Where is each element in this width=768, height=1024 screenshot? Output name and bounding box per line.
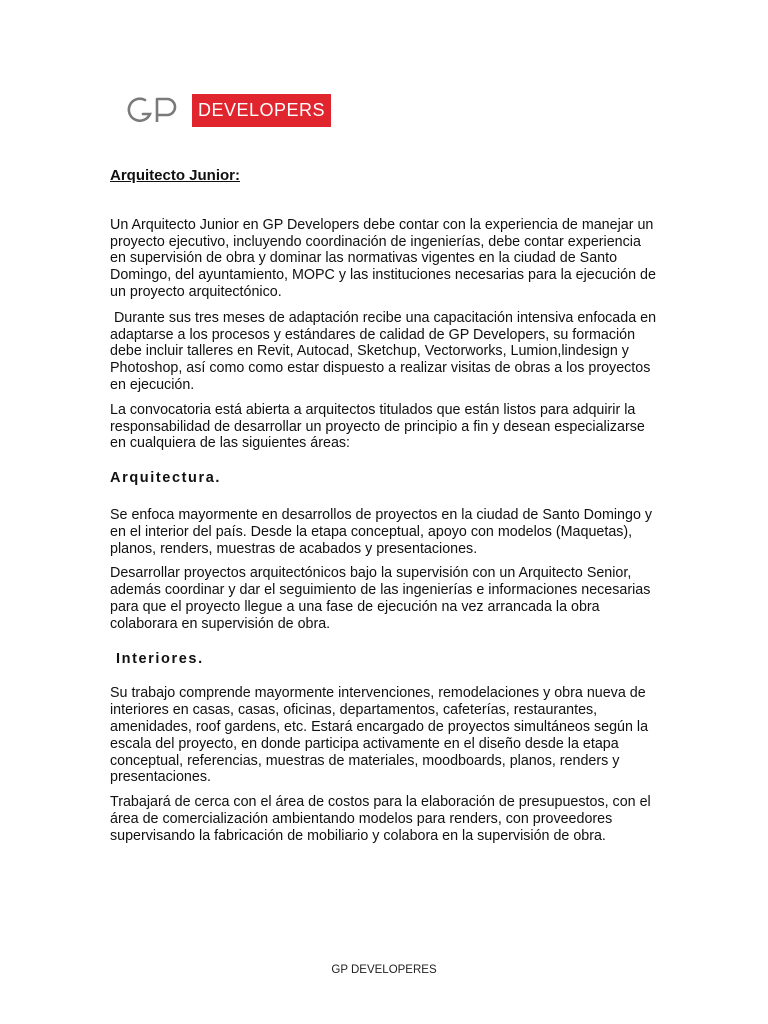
section-heading-interiores: Interiores. xyxy=(116,650,204,667)
page-footer: GP DEVELOPERES xyxy=(331,964,437,976)
section-heading-arquitectura: Arquitectura. xyxy=(110,470,222,487)
gp-logo-mark xyxy=(125,92,185,128)
arquitectura-paragraph-2: Desarrollar proyectos arquitectónicos bajo la supervisión con un Arquitecto Senior, además coordinar y dar el seguimiento de las ingenierías e informaciones necesarias para que el proyecto llegue a una fase de ejecución na vez arrancada la obra colaborara en supervisión de obra. xyxy=(110,565,651,632)
interiores-paragraph-1: Su trabajo comprende mayormente intervenciones, remodelaciones y obra nueva de interiores en casas, casas, oficinas, departamentos, cafeterías, restaurantes, amenidades, roof gardens, etc. Estará encargado de proyectos simultáneos según la escala del proyecto, en donde participa activamente en el diseño desde la etapa conceptual, referencias, muestras de materiales, moodboards, planos, renders y presentaciones. xyxy=(110,685,649,786)
intro-paragraph-3: La convocatoria está abierta a arquitectos titulados que están listos para adquirir la responsabilidad de desarrollar un proyecto de principio a fin y desean especializarse en cualquiera de las siguientes áreas: xyxy=(110,401,645,452)
arquitectura-paragraph-1: Se enfoca mayormente en desarrollos de proyectos en la ciudad de Santo Domingo y en el interior del país. Desde la etapa conceptual, apoyo con modelos (Maquetas), planos, renders, muestras de acabados y presentaciones. xyxy=(110,506,653,557)
logo-developers-box: DEVELOPERS xyxy=(192,94,331,127)
intro-paragraph-1: Un Arquitecto Junior en GP Developers debe contar con la experiencia de manejar un proyecto ejecutivo, incluyendo coordinación de ingenierías, debe contar experiencia en supervisión de obra y dominar las normativas vigentes en la ciudad de Santo Domingo, del ayuntamiento, MOPC y las instituciones necesarias para la ejecución de un proyecto arquitectónico. xyxy=(110,216,656,300)
intro-paragraph-2: Durante sus tres meses de adaptación recibe una capacitación intensiva enfocada en adaptarse a los procesos y estándares de calidad de GP Developers, su formación debe incluir talleres en Revit, Autocad, Sketchup, Vectorworks, Lumion,lindesign y Photoshop, así como como estar dispuesto a realizar visitas de obras a los proyectos en ejecución. xyxy=(110,309,661,393)
document-body xyxy=(110,167,661,853)
company-logo xyxy=(125,92,331,128)
interiores-paragraph-2: Trabajará de cerca con el área de costos para la elaboración de presupuestos, con el área de comercialización ambientando modelos para renders, con proveedores supervisando la fabricación de mobiliario y colabora en la supervisión de obra. xyxy=(110,794,651,844)
document-title: Arquitecto Junior: xyxy=(110,167,240,184)
